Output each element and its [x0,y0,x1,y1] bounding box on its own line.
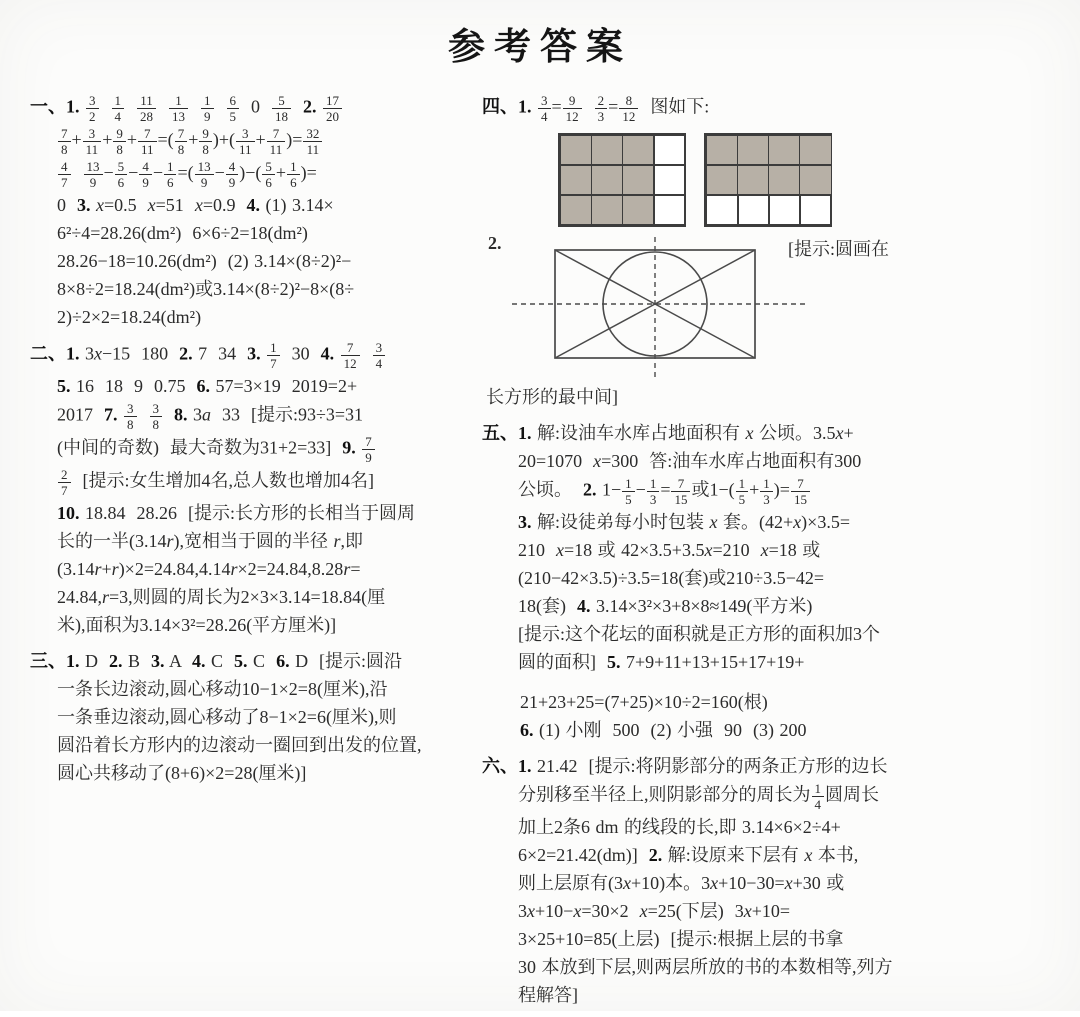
answer-section-1 [30,92,478,331]
answer-line: 分别移至半径上,则阴影部分的周长为 $\frac{1}{4}$ 圆周长 [518,781,879,812]
answer-line: 长的一半(3.14r),宽相当于圆的半径 r,即 [57,531,364,551]
answer-line: 2)÷2×2=18.24(dm²) [57,307,202,327]
grid-cell [560,165,593,195]
answer-line: 圆心共移动了(8+6)×2=28(厘米)] [57,763,307,783]
fraction: $\frac{1}{4}$ [112,92,125,125]
grid-cell [799,135,832,165]
fraction-grids-figure [558,133,924,227]
answer-line: (3.14r+r)×2=24.84,4.14r×2=24.84,8.28r= [57,559,361,579]
fraction: $\frac{3}{4}$ [373,339,386,372]
answer-line: 30 本放到下层,则两层所放的书的本数相等,列方 [518,957,893,977]
fraction: $\frac{1}{3}$ [760,475,773,508]
answer-line: 2017 7. $\frac{3}{8}$ $\frac{3}{8}$ 8. 3a 33 [提示:93÷3=31 [57,401,364,432]
fraction: $\frac{3}{11}$ [83,125,102,158]
fraction: $\frac{32}{11}$ [303,125,322,158]
answer-line: 公顷。 2. 1− $\frac{1}{5}$ − $\frac{1}{3}$ = $\frac{7}{15}$ 或1−( $\frac{1}{5}$ + $\frac{1}{3}$ )= $\frac{7}{15}$ [518,475,924,508]
fraction: $\frac{7}{8}$ [175,125,188,158]
fraction: $\frac{4}{9}$ [139,158,152,191]
answer-line: $\frac{2}{7}$ [提示:女生增加4名,总人数也增加4名] [57,466,478,499]
fraction: $\frac{4}{9}$ [226,158,239,191]
answer-section-5-continued [520,688,924,744]
fraction: $\frac{7}{15}$ [671,475,690,508]
fraction: $\frac{1}{4}$ [812,780,825,813]
fraction: $\frac{9}{12}$ [563,92,582,125]
answer-line: 18(套) 4. 3.14×3²×3+8×8≈149(平方米) [518,596,813,616]
fraction: $\frac{1}{6}$ [164,158,177,191]
fraction: $\frac{7}{11}$ [138,125,157,158]
fraction: $\frac{13}{9}$ [195,158,214,191]
fraction: $\frac{3}{2}$ [86,92,99,125]
right-column [482,92,924,1017]
grid-cell [653,135,686,165]
answer-line: 5. 16 18 9 0.75 6. 57=3×19 2019=2+ [57,376,358,396]
fraction: $\frac{1}{7}$ [267,339,280,372]
grid-cell [653,195,686,225]
answer-line: 则上层原有(3x+10)本。3x+10−30=x+30 或 [518,873,845,893]
grid-cell [591,165,624,195]
answer-line: 三、1. D 2. B 3. A 4. C 5. C 6. D [提示:圆沿 [30,651,403,671]
answer-line: 二、1. 3x−15 180 2. 7 34 3. $\frac{1}{7}$ 30 4. $\frac{7}{12}$ $\frac{3}{4}$ [30,339,478,372]
grid-cell [622,135,655,165]
grid-cell [653,165,686,195]
answer-line: 21+23+25=(7+25)×10÷2=160(根) [520,692,768,712]
fraction: $\frac{1}{9}$ [201,92,214,125]
grid-cell [737,165,770,195]
answer-line: (210−42×3.5)÷3.5=18(套)或210÷3.5−42= [518,568,824,588]
answer-line: 3. 解:设徒弟每小时包装 x 套。(42+x)×3.5= [518,512,850,532]
fraction-grid [558,133,686,227]
fraction: $\frac{5}{6}$ [262,158,275,191]
grid-cell [799,195,832,225]
grid-cell [768,135,801,165]
answer-line: 一条垂边滚动,圆心移动了8−1×2=6(厘米),则 [57,707,397,727]
answer-line: 圆的面积] 5. 7+9+11+13+15+17+19+ [518,652,805,672]
fraction: $\frac{3}{4}$ [538,92,551,125]
answer-line: 五、1. 解:设油车水库占地面积有 x 公顷。3.5x+ [482,423,854,443]
fraction: $\frac{4}{7}$ [58,158,71,191]
answer-line: $\frac{4}{7}$ $\frac{13}{9}$ − $\frac{5}{6}$ − $\frac{4}{9}$ − $\frac{1}{6}$ =( $\frac{13}{9}$ − $\frac{4}{9}$ )−( $\frac{5}{6}$ + $\frac{1}{6}$ )= [57,158,478,191]
answer-line: [提示:这个花坛的面积就是正方形的面积加3个 [518,624,880,644]
answer-line: 6²÷4=28.26(dm²) 6×6÷2=18(dm²) [57,223,308,243]
left-column [30,92,478,795]
fraction: $\frac{5}{6}$ [115,158,128,191]
fraction: $\frac{11}{28}$ [137,92,156,125]
page-title: 参考答案 [448,27,632,68]
answer-line: 圆沿着长方形内的边滚动一圈回到出发的位置, [57,735,422,755]
answer-line: 一、1. $\frac{3}{2}$ $\frac{1}{4}$ $\frac{11}{28}$ $\frac{1}{13}$ $\frac{1}{9}$ $\frac{6}{5}$ 0 $\frac{5}{18}$ 2. $\frac{17}{20}$ [30,92,478,125]
grid-cell [799,165,832,195]
answer-section-5 [482,419,924,676]
answer-line: 210 x=18 或 42×3.5+3.5x=210 x=18 或 [518,540,821,560]
grid-cell [591,195,624,225]
answer-line: 3×25+10=85(上层) [提示:根据上层的书拿 [518,929,844,949]
answer-line: 6×2=21.42(dm)] 2. 解:设原来下层有 x 本书, [518,845,859,865]
fraction: $\frac{3}{8}$ [124,400,137,433]
grid-cell [768,195,801,225]
fraction: $\frac{1}{3}$ [647,475,660,508]
answer-line: 六、1. 21.42 [提示:将阴影部分的两条正方形的边长 [482,756,888,776]
answer-line: $\frac{7}{8}$ + $\frac{3}{11}$ + $\frac{9}{8}$ + $\frac{7}{11}$ =( $\frac{7}{8}$ + $\frac{9}{8}$ )+( $\frac{3}{11}$ + $\frac{7}{11}$ )= $\frac{32}{11}$ [57,125,478,158]
fraction: $\frac{7}{15}$ [791,475,810,508]
fraction: $\frac{1}{5}$ [736,475,749,508]
hint-text: [提示:圆画在 [788,239,889,259]
answer-line: 20=1070 x=300 答:油车水库占地面积有300 [518,451,862,471]
fraction-grid [704,133,832,227]
fraction: $\frac{2}{7}$ [58,466,71,499]
answer-line: (中间的奇数) 最大奇数为31+2=33] 9. $\frac{7}{9}$ [57,433,478,466]
answer-section-3 [30,647,478,787]
fraction: $\frac{8}{12}$ [619,92,638,125]
rect-circle-figure-block [482,233,924,377]
fraction: $\frac{7}{11}$ [267,125,286,158]
answer-line: 加上2条6 dm 的线段的长,即 3.14×6×2÷4+ [518,817,841,837]
grid-cell [737,135,770,165]
fraction: $\frac{2}{3}$ [595,92,608,125]
grid-cell [622,195,655,225]
fraction: $\frac{3}{11}$ [236,125,255,158]
answer-line: 3x+10−x=30×2 x=25(下层) 3x+10= [518,901,791,921]
fraction: $\frac{9}{8}$ [113,125,126,158]
fraction: $\frac{7}{12}$ [341,339,360,372]
grid-cell [706,165,739,195]
answer-line: 10. 18.84 28.26 [提示:长方形的长相当于圆周 [57,503,415,523]
fraction: $\frac{1}{6}$ [287,158,300,191]
answer-line: 8×8÷2=18.24(dm²)或3.14×(8÷2)²−8×(8÷ [57,279,355,299]
fraction: $\frac{9}{8}$ [199,125,212,158]
fraction: $\frac{13}{9}$ [84,158,103,191]
fraction: $\frac{1}{5}$ [622,475,635,508]
fraction: $\frac{6}{5}$ [227,92,240,125]
fraction: $\frac{7}{9}$ [362,433,375,466]
grid-cell [560,195,593,225]
fraction: $\frac{1}{13}$ [169,92,188,125]
answer-line: 四、1. $\frac{3}{4}$ = $\frac{9}{12}$ $\frac{2}{3}$ = $\frac{8}{12}$ 图如下: [482,93,710,124]
answer-line: 程解答] [518,985,578,1005]
answer-line: 米),面积为3.14×3²=28.26(平方厘米)] [57,615,337,635]
grid-cell [768,165,801,195]
grid-cell [560,135,593,165]
answer-line: 28.26−18=10.26(dm²) (2) 3.14×(8÷2)²− [57,251,352,271]
fraction: $\frac{5}{18}$ [272,92,291,125]
answer-line: 0 3. x=0.5 x=51 x=0.9 4. (1) 3.14× [57,195,334,215]
grid-cell [622,165,655,195]
answer-section-4 [482,92,924,125]
hint-text: 长方形的最中间] [486,387,618,407]
answer-line: 一条长边滚动,圆心移动10−1×2=8(厘米),沿 [57,679,388,699]
grid-cell [706,195,739,225]
grid-cell [591,135,624,165]
answer-section-2 [30,339,478,639]
answer-line: 6. (1) 小刚 500 (2) 小强 90 (3) 200 [520,720,807,740]
fraction: $\frac{7}{8}$ [58,125,71,158]
item-2-label: 2. [488,233,502,253]
answer-section-6 [482,752,924,1009]
grid-cell [706,135,739,165]
grid-cell [737,195,770,225]
answer-line: 24.84,r=3,则圆的周长为2×3×3.14=18.84(厘 [57,587,386,607]
rectangle-circle-diagram [510,237,810,377]
fraction: $\frac{3}{8}$ [150,400,163,433]
fraction: $\frac{17}{20}$ [323,92,342,125]
